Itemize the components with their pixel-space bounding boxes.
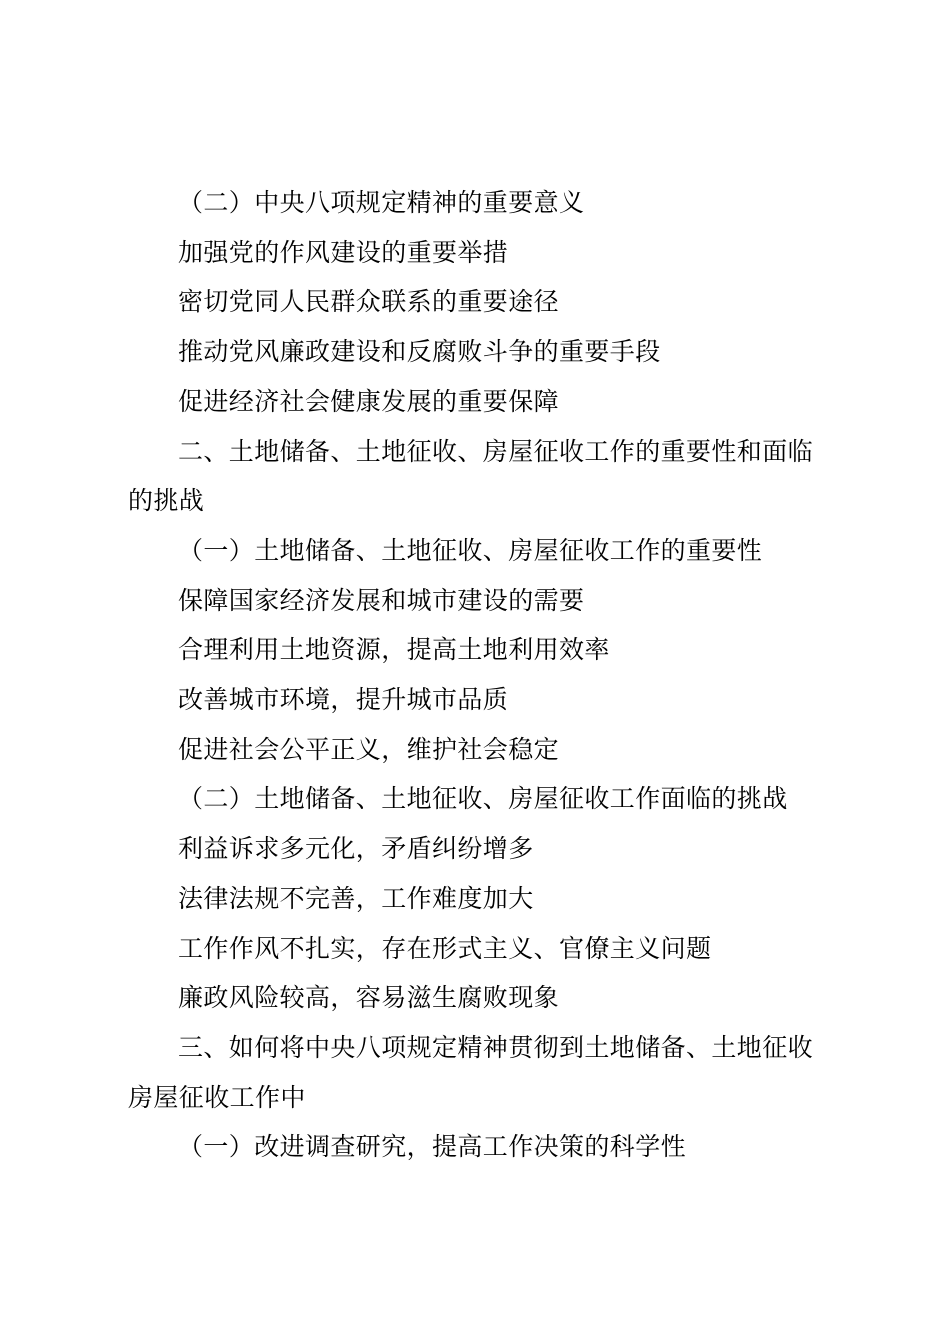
subheading-significance: （二）中央八项规定精神的重要意义	[178, 188, 585, 217]
list-item: 促进经济社会健康发展的重要保障	[178, 386, 560, 416]
list-item: 加强党的作风建设的重要举措	[178, 237, 509, 267]
list-item: 促进社会公平正义，维护社会稳定	[178, 734, 560, 764]
list-item: 改善城市环境，提升城市品质	[178, 685, 509, 715]
list-item: 合理利用土地资源，提高土地利用效率	[178, 635, 610, 665]
list-item: 廉政风险较高，容易滋生腐败现象	[178, 983, 560, 1013]
list-item: 工作作风不扎实，存在形式主义、官僚主义问题	[178, 933, 712, 963]
subheading-research: （一）改进调查研究，提高工作决策的科学性	[178, 1132, 687, 1162]
subheading-challenges: （二）土地储备、土地征收、房屋征收工作面临的挑战	[178, 784, 788, 814]
section-heading-3: 三、如何将中央八项规定精神贯彻到土地储备、土地征收房屋征收工作中	[128, 1032, 814, 1112]
list-item: 法律法规不完善，工作难度加大	[178, 883, 534, 913]
list-item: 推动党风廉政建设和反腐败斗争的重要手段	[178, 337, 661, 367]
list-item: 保障国家经济发展和城市建设的需要	[178, 585, 585, 615]
list-item: 利益诉求多元化，矛盾纠纷增多	[178, 834, 534, 864]
list-item: 密切党同人民群众联系的重要途径	[178, 287, 560, 317]
subheading-importance: （一）土地储备、土地征收、房屋征收工作的重要性	[178, 535, 763, 565]
document-body	[128, 178, 838, 1172]
section-heading-2: 二、土地储备、土地征收、房屋征收工作的重要性和面临的挑战	[128, 436, 814, 516]
